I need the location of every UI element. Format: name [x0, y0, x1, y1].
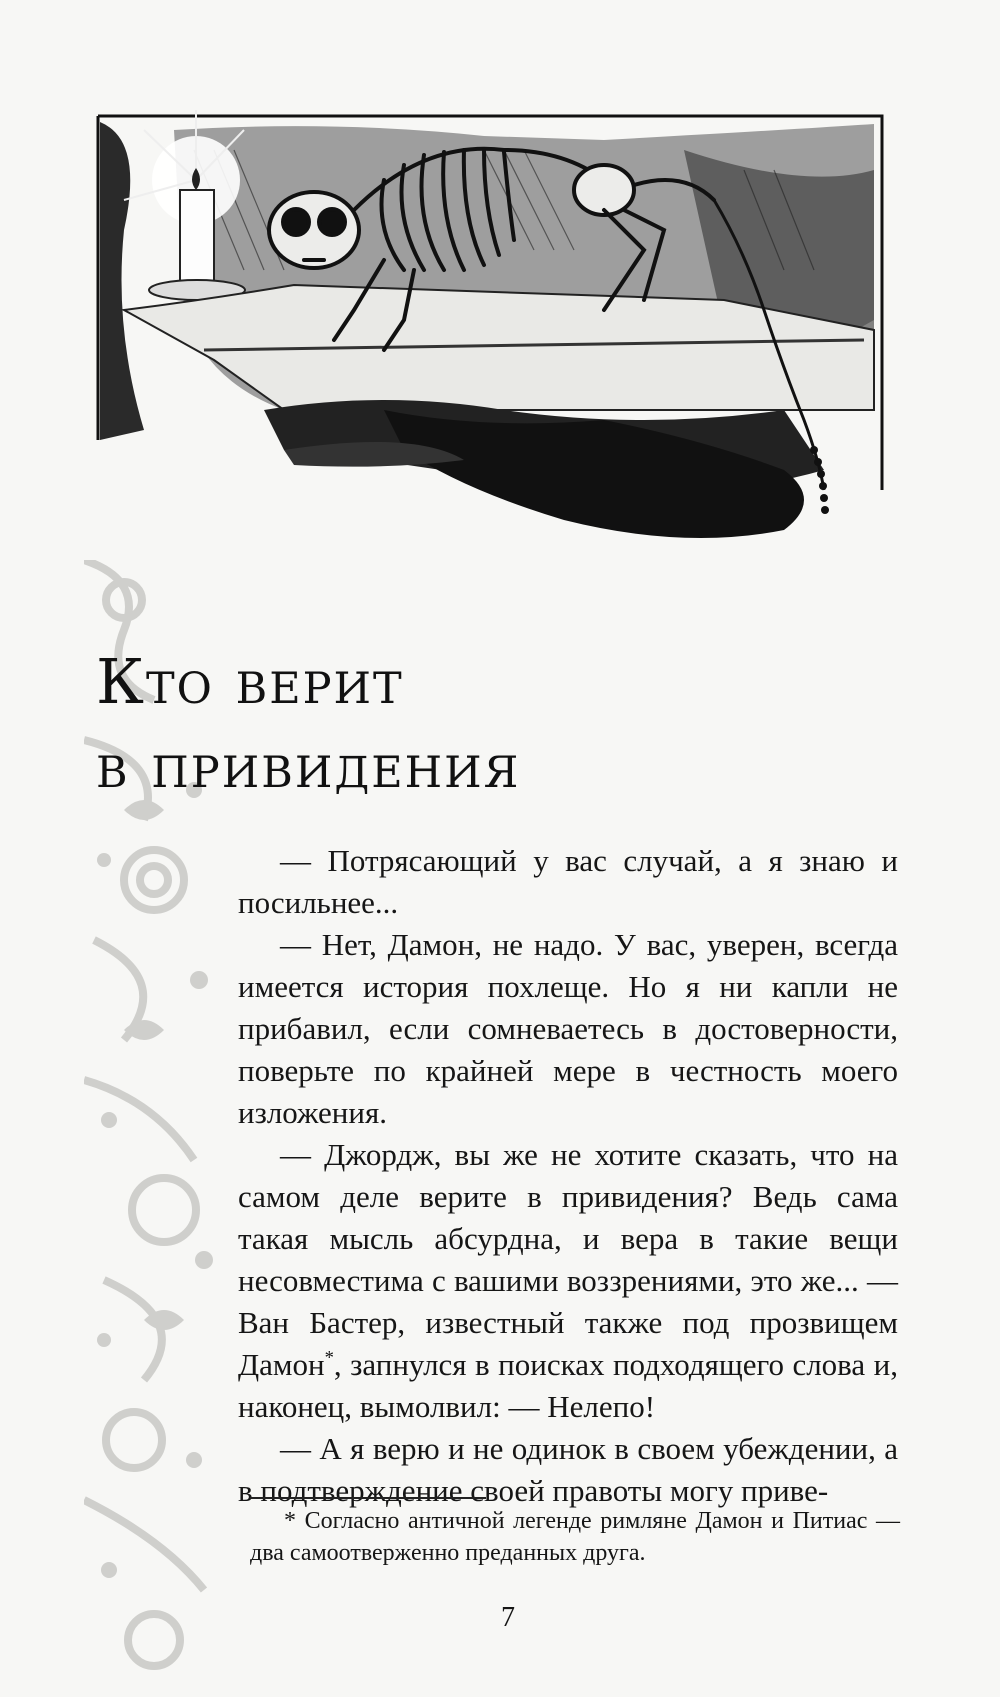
paragraph: — А я верю и не одинок в своем убеждении, а в подтверждение своей правоты могу приве- [238, 1431, 898, 1508]
paragraph [238, 1134, 898, 1428]
chapter-title-line-1: Кто верит [96, 645, 404, 718]
body-text [238, 840, 898, 1512]
paragraph: — Потрясающий у вас случай, а я знаю и посильнее... [238, 843, 898, 920]
chapter-illustration [84, 110, 892, 562]
footnote-marker: * [284, 1508, 296, 1534]
paragraph-text: Ван Бастер, известный также под прозвищем Дамон [238, 1305, 898, 1382]
footnote-reference: * [324, 1347, 334, 1369]
paragraph-text: , запнулся в поисках подходящего слова и, наконец, вымолвил: — Нелепо! [238, 1347, 898, 1424]
footnote [250, 1505, 900, 1569]
footnote-divider [250, 1497, 486, 1499]
chapter-title-line-2: в привидения [96, 729, 521, 802]
page-number: 7 [501, 1602, 515, 1633]
paragraph: — Нет, Дамон, не надо. У вас, уверен, всегда имеется история похлеще. Но я ни капли не прибавил, если сомневаетесь в достоверности, поверьте по крайней мере в честность моего изложения. [238, 927, 898, 1130]
paragraph-text: — Джордж, вы же не хотите сказать, что на самом деле верите в привидения? Ведь сама такая мысль абсурдна, и вера в такие вещи несовместима с вашими воззрениями, это же... — [238, 1137, 898, 1298]
footnote-text: Согласно античной легенде римляне Дамон и Питиас — два самоотверженно преданных друга. [250, 1508, 900, 1566]
chapter-title [96, 640, 520, 808]
